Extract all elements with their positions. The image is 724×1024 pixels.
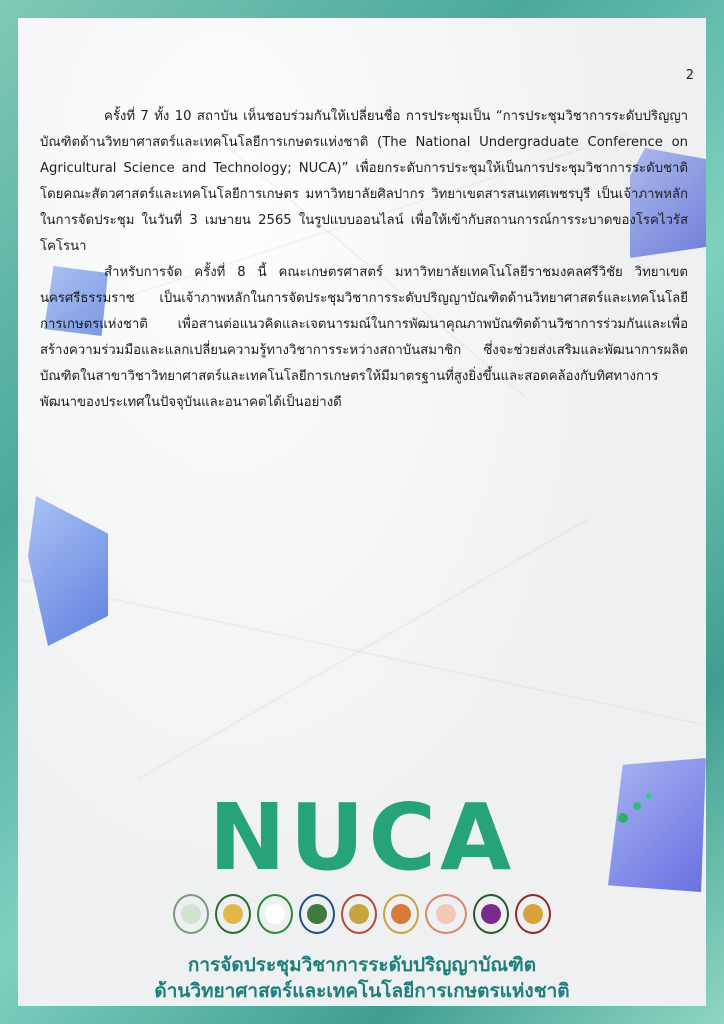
nuca-tagline: [18, 952, 706, 1004]
university-seal-icon: [173, 894, 209, 934]
university-seal-icon: [425, 894, 467, 934]
university-seal-icon: [299, 894, 335, 934]
document-page: [18, 18, 706, 1006]
university-seal-icon: [341, 894, 377, 934]
university-seal-row: [18, 894, 706, 934]
university-seal-icon: [383, 894, 419, 934]
logo-dots-icon: [609, 788, 659, 828]
paragraph: สำหรับการจัด ครั้งที่ 8 นี้ คณะเกษตรศาสตร์ มหาวิทยาลัยเทคโนโลยีราชมงคลศรีวิชัย วิทยาเขตนครศรีธรรมราช เป็นเจ้าภาพหลักในการจัดประชุมวิชาการระดับปริญญาบัณฑิตด้านวิทยาศาสตร์และเทคโนโลยีการเกษตรแห่งชาติ เพื่อสานต่อแนวคิดและเจตนารมณ์ในการพัฒนาคุณภาพบัณฑิตด้านวิชาการร่วมกันและเพื่อสร้างความร่วมมือและแลกเปลี่ยนความรู้ทางวิชาการระหว่างสถาบันสมาชิก ซึ่งจะช่วยส่งเสริมและพัฒนาการผลิตบัณฑิตในสาขาวิชาวิทยาศาสตร์และเทคโนโลยีการเกษตรให้มีมาตรฐานที่สูงยิ่งขึ้นและสอดคล้องกับทิศทางการพัฒนาของประเทศในปัจจุบันและอนาคตได้เป็นอย่างดี: [40, 265, 688, 410]
page-number: 2: [685, 68, 694, 83]
university-seal-icon: [515, 894, 551, 934]
nuca-logo: [18, 784, 706, 1004]
nuca-wordmark: NUCA: [208, 784, 516, 891]
paragraph: ครั้งที่ 7 ทั้ง 10 สถาบัน เห็นชอบร่วมกันให้เปลี่ยนชื่อ การประชุมเป็น “การประชุมวิชาการระดับปริญญาบัณฑิตด้านวิทยาศาสตร์และเทคโนโลยีการเกษตรแห่งชาติ (The National Undergraduate Conference on Agricultural Science and Technology; NUCA)” เพื่อยกระดับการประชุมให้เป็นการประชุมวิชาการระดับชาติ โดยคณะสัตวศาสตร์และเทคโนโลยีการเกษตร มหาวิทยาลัยศิลปากร วิทยาเขตสารสนเทศเพชรบุรี เป็นเจ้าภาพหลักในการจัดประชุม ในวันที่ 3 เมษายน 2565 ในรูปแบบออนไลน์ เพื่อให้เข้ากับสถานการณ์การระบาดของโรคไวรัสโคโรนา: [40, 109, 688, 254]
university-seal-icon: [257, 894, 293, 934]
tagline-line-1: การจัดประชุมวิชาการระดับปริญญาบัณฑิต: [187, 954, 537, 976]
paper-crease: [18, 578, 703, 725]
paper-crease: [138, 518, 589, 780]
decorative-cube: [28, 496, 108, 646]
tagline-line-2: ด้านวิทยาศาสตร์และเทคโนโลยีการเกษตรแห่งชาติ: [154, 980, 570, 1002]
body-text: [40, 104, 688, 416]
university-seal-icon: [215, 894, 251, 934]
university-seal-icon: [473, 894, 509, 934]
